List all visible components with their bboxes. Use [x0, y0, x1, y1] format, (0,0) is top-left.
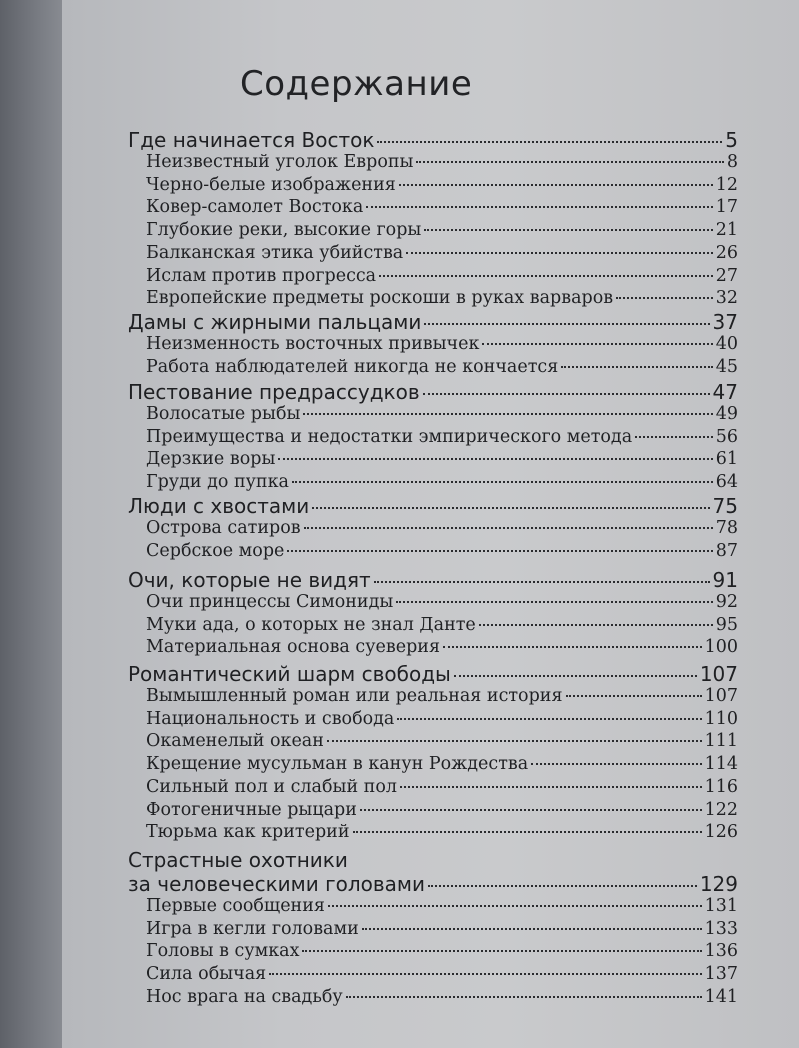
dot-leader [482, 343, 712, 345]
section-entry-label: Груди до пупка [146, 472, 289, 493]
section-entry-page-number: 110 [704, 708, 738, 729]
section-entry-label: Национальность и свобода [146, 708, 395, 729]
dot-leader [399, 184, 713, 186]
dot-leader [327, 740, 702, 742]
dot-leader [424, 323, 709, 325]
section-entry-page-number: 61 [715, 449, 738, 470]
section-entry-label: Вымышленный роман или реальная история [146, 686, 563, 706]
section-entry [146, 637, 738, 661]
section-entry [146, 243, 738, 267]
section-entry [146, 197, 738, 221]
section-entry-page-number: 133 [704, 918, 738, 939]
section-entry-label: Нос врага на свадьбу [146, 986, 343, 1007]
dot-leader [346, 996, 702, 998]
section-entry-page-number: 40 [715, 334, 738, 354]
section-entry-label: Головы в сумках [146, 941, 300, 962]
section-entry [146, 964, 738, 988]
section-entry-page-number: 78 [715, 518, 738, 538]
dot-leader [423, 393, 710, 395]
section-entry-page-number: 100 [704, 637, 738, 658]
dot-leader [287, 550, 712, 552]
chapter-entry-label: Романтический шарм свободы [128, 662, 451, 686]
section-entry-page-number: 87 [715, 540, 738, 561]
section-entry [146, 754, 738, 778]
dot-leader [353, 831, 702, 833]
chapter-entry-page-number: 37 [712, 310, 738, 334]
section-entry-label: Игра в кегли головами [146, 918, 359, 939]
dot-leader [428, 885, 697, 887]
section-entry [146, 800, 738, 824]
section-entry-label: Сильный пол и слабый пол [146, 776, 397, 797]
dot-leader [379, 275, 713, 277]
section-entry [146, 404, 738, 428]
section-entry-label: Черно-белые изображения [146, 174, 396, 195]
section-entry-page-number: 95 [715, 614, 738, 635]
dot-leader [479, 624, 713, 626]
section-entry-label: Тюрьма как критерий [146, 822, 350, 843]
section-entry-label: Сила обычая [146, 964, 267, 985]
dot-leader [400, 786, 702, 788]
chapter-entry [128, 310, 738, 334]
chapter-entry-label: Где начинается Восток [128, 128, 375, 152]
section-entry-page-number: 114 [704, 754, 738, 775]
chapter-entry [128, 662, 738, 686]
section-entry-page-number: 107 [704, 686, 738, 706]
section-entry [146, 334, 738, 358]
section-entry-label: Первые сообщения [146, 896, 325, 916]
section-entry-page-number: 27 [715, 265, 738, 286]
dot-leader [374, 581, 710, 583]
chapter-entry-label: за человеческими головами [128, 872, 426, 896]
section-entry [146, 987, 738, 1011]
section-entry-label: Работа наблюдателей никогда не кончается [146, 356, 559, 377]
chapter-entry-label: Дамы с жирными пальцами [128, 310, 422, 334]
section-entry-label: Глубокие реки, высокие горы [146, 220, 422, 241]
section-entry-label: Европейские предметы роскоши в руках варваров [146, 288, 614, 309]
dot-leader [328, 905, 702, 907]
section-entry-label: Ислам против прогресса [146, 265, 377, 286]
chapter-entry-page-number: 91 [712, 568, 738, 592]
section-entry [146, 592, 738, 616]
chapter-entry-label: Очи, которые не видят [128, 568, 371, 592]
section-entry-label: Крещение мусульман в канун Рождества [146, 754, 529, 775]
section-entry-page-number: 116 [704, 776, 738, 797]
chapter-entry [128, 568, 738, 592]
chapter-title-line1: Страстные охотники [128, 848, 348, 872]
dot-leader [406, 252, 712, 254]
section-entry-label: Острова сатиров [146, 518, 301, 538]
section-entry-label: Муки ада, о которых не знал Данте [146, 614, 476, 635]
section-entry-page-number: 136 [704, 941, 738, 962]
section-entry-page-number: 12 [715, 174, 738, 195]
section-entry-page-number: 137 [704, 964, 738, 985]
dot-leader [292, 481, 713, 483]
page-title: Содержание [240, 64, 473, 104]
chapter-entry-page-number: 129 [699, 872, 738, 896]
section-entry [146, 615, 738, 639]
dot-leader [616, 297, 713, 299]
chapter-entry-label: Люди с хвостами [128, 494, 310, 518]
section-entry [146, 152, 738, 176]
section-entry [146, 427, 738, 451]
chapter-entry [128, 128, 738, 152]
dot-leader [303, 413, 712, 415]
section-entry [146, 266, 738, 290]
dot-leader [443, 646, 702, 648]
section-entry-label: Фотогеничные рыцари [146, 799, 357, 820]
section-entry-label: Дерзкие воры [146, 449, 276, 470]
section-entry-label: Неизвестный уголок Европы [146, 152, 414, 172]
section-entry-label: Материальная основа суеверия [146, 637, 440, 658]
dot-leader [366, 206, 712, 208]
chapter-entry [128, 380, 738, 404]
dot-leader [278, 458, 712, 460]
section-entry-page-number: 141 [704, 986, 738, 1007]
section-entry-label: Преимущества и недостатки эмпирического метода [146, 426, 633, 447]
dot-leader [396, 601, 712, 603]
dot-leader [312, 507, 709, 509]
section-entry [146, 731, 738, 755]
section-entry [146, 541, 738, 565]
section-entry-label: Волосатые рыбы [146, 404, 301, 424]
section-entry-page-number: 64 [715, 472, 738, 493]
dot-leader [424, 229, 712, 231]
dot-leader [397, 718, 701, 720]
chapter-entry-label: Пестование предрассудков [128, 380, 420, 404]
section-entry [146, 919, 738, 943]
section-entry [146, 777, 738, 801]
section-entry-page-number: 126 [704, 822, 738, 843]
section-entry [146, 288, 738, 312]
section-entry-page-number: 26 [715, 242, 738, 263]
dot-leader [304, 527, 713, 529]
section-entry-label: Ковер-самолет Востока [146, 197, 364, 218]
section-entry-label: Неизменность восточных привычек [146, 334, 480, 354]
section-entry-page-number: 111 [704, 731, 738, 752]
section-entry-page-number: 45 [715, 356, 738, 377]
section-entry [146, 472, 738, 496]
dot-leader [416, 161, 723, 163]
dot-leader [454, 675, 697, 677]
section-entry-label: Балканская этика убийства [146, 242, 404, 263]
chapter-entry [128, 872, 738, 896]
section-entry-label: Очи принцессы Симониды [146, 592, 394, 612]
section-entry [146, 822, 738, 846]
section-entry-page-number: 131 [704, 896, 738, 916]
section-entry-page-number: 21 [715, 220, 738, 241]
section-entry [146, 941, 738, 965]
dot-leader [362, 928, 702, 930]
dot-leader [531, 763, 701, 765]
section-entry [146, 896, 738, 920]
dot-leader [269, 973, 701, 975]
section-entry [146, 220, 738, 244]
dot-leader [635, 436, 713, 438]
chapter-entry-page-number: 75 [712, 494, 738, 518]
section-entry-page-number: 32 [715, 288, 738, 309]
section-entry-page-number: 8 [726, 152, 738, 172]
chapter-entry-page-number: 107 [699, 662, 738, 686]
dot-leader [360, 809, 702, 811]
chapter-entry-page-number: 5 [725, 128, 738, 152]
dot-leader [566, 695, 702, 697]
section-entry-label: Сербское море [146, 540, 285, 561]
section-entry [146, 357, 738, 381]
section-entry [146, 709, 738, 733]
section-entry-label: Окаменелый океан [146, 731, 324, 752]
section-entry-page-number: 122 [704, 799, 738, 820]
dot-leader [302, 950, 701, 952]
section-entry-page-number: 17 [715, 197, 738, 218]
section-entry [146, 449, 738, 473]
dot-leader [377, 141, 722, 143]
section-entry-page-number: 92 [715, 592, 738, 612]
chapter-entry [128, 494, 738, 518]
section-entry-page-number: 56 [715, 426, 738, 447]
section-entry [146, 518, 738, 542]
section-entry [146, 686, 738, 710]
section-entry-page-number: 49 [715, 404, 738, 424]
section-entry [146, 175, 738, 199]
chapter-entry-page-number: 47 [712, 380, 738, 404]
dot-leader [561, 366, 712, 368]
